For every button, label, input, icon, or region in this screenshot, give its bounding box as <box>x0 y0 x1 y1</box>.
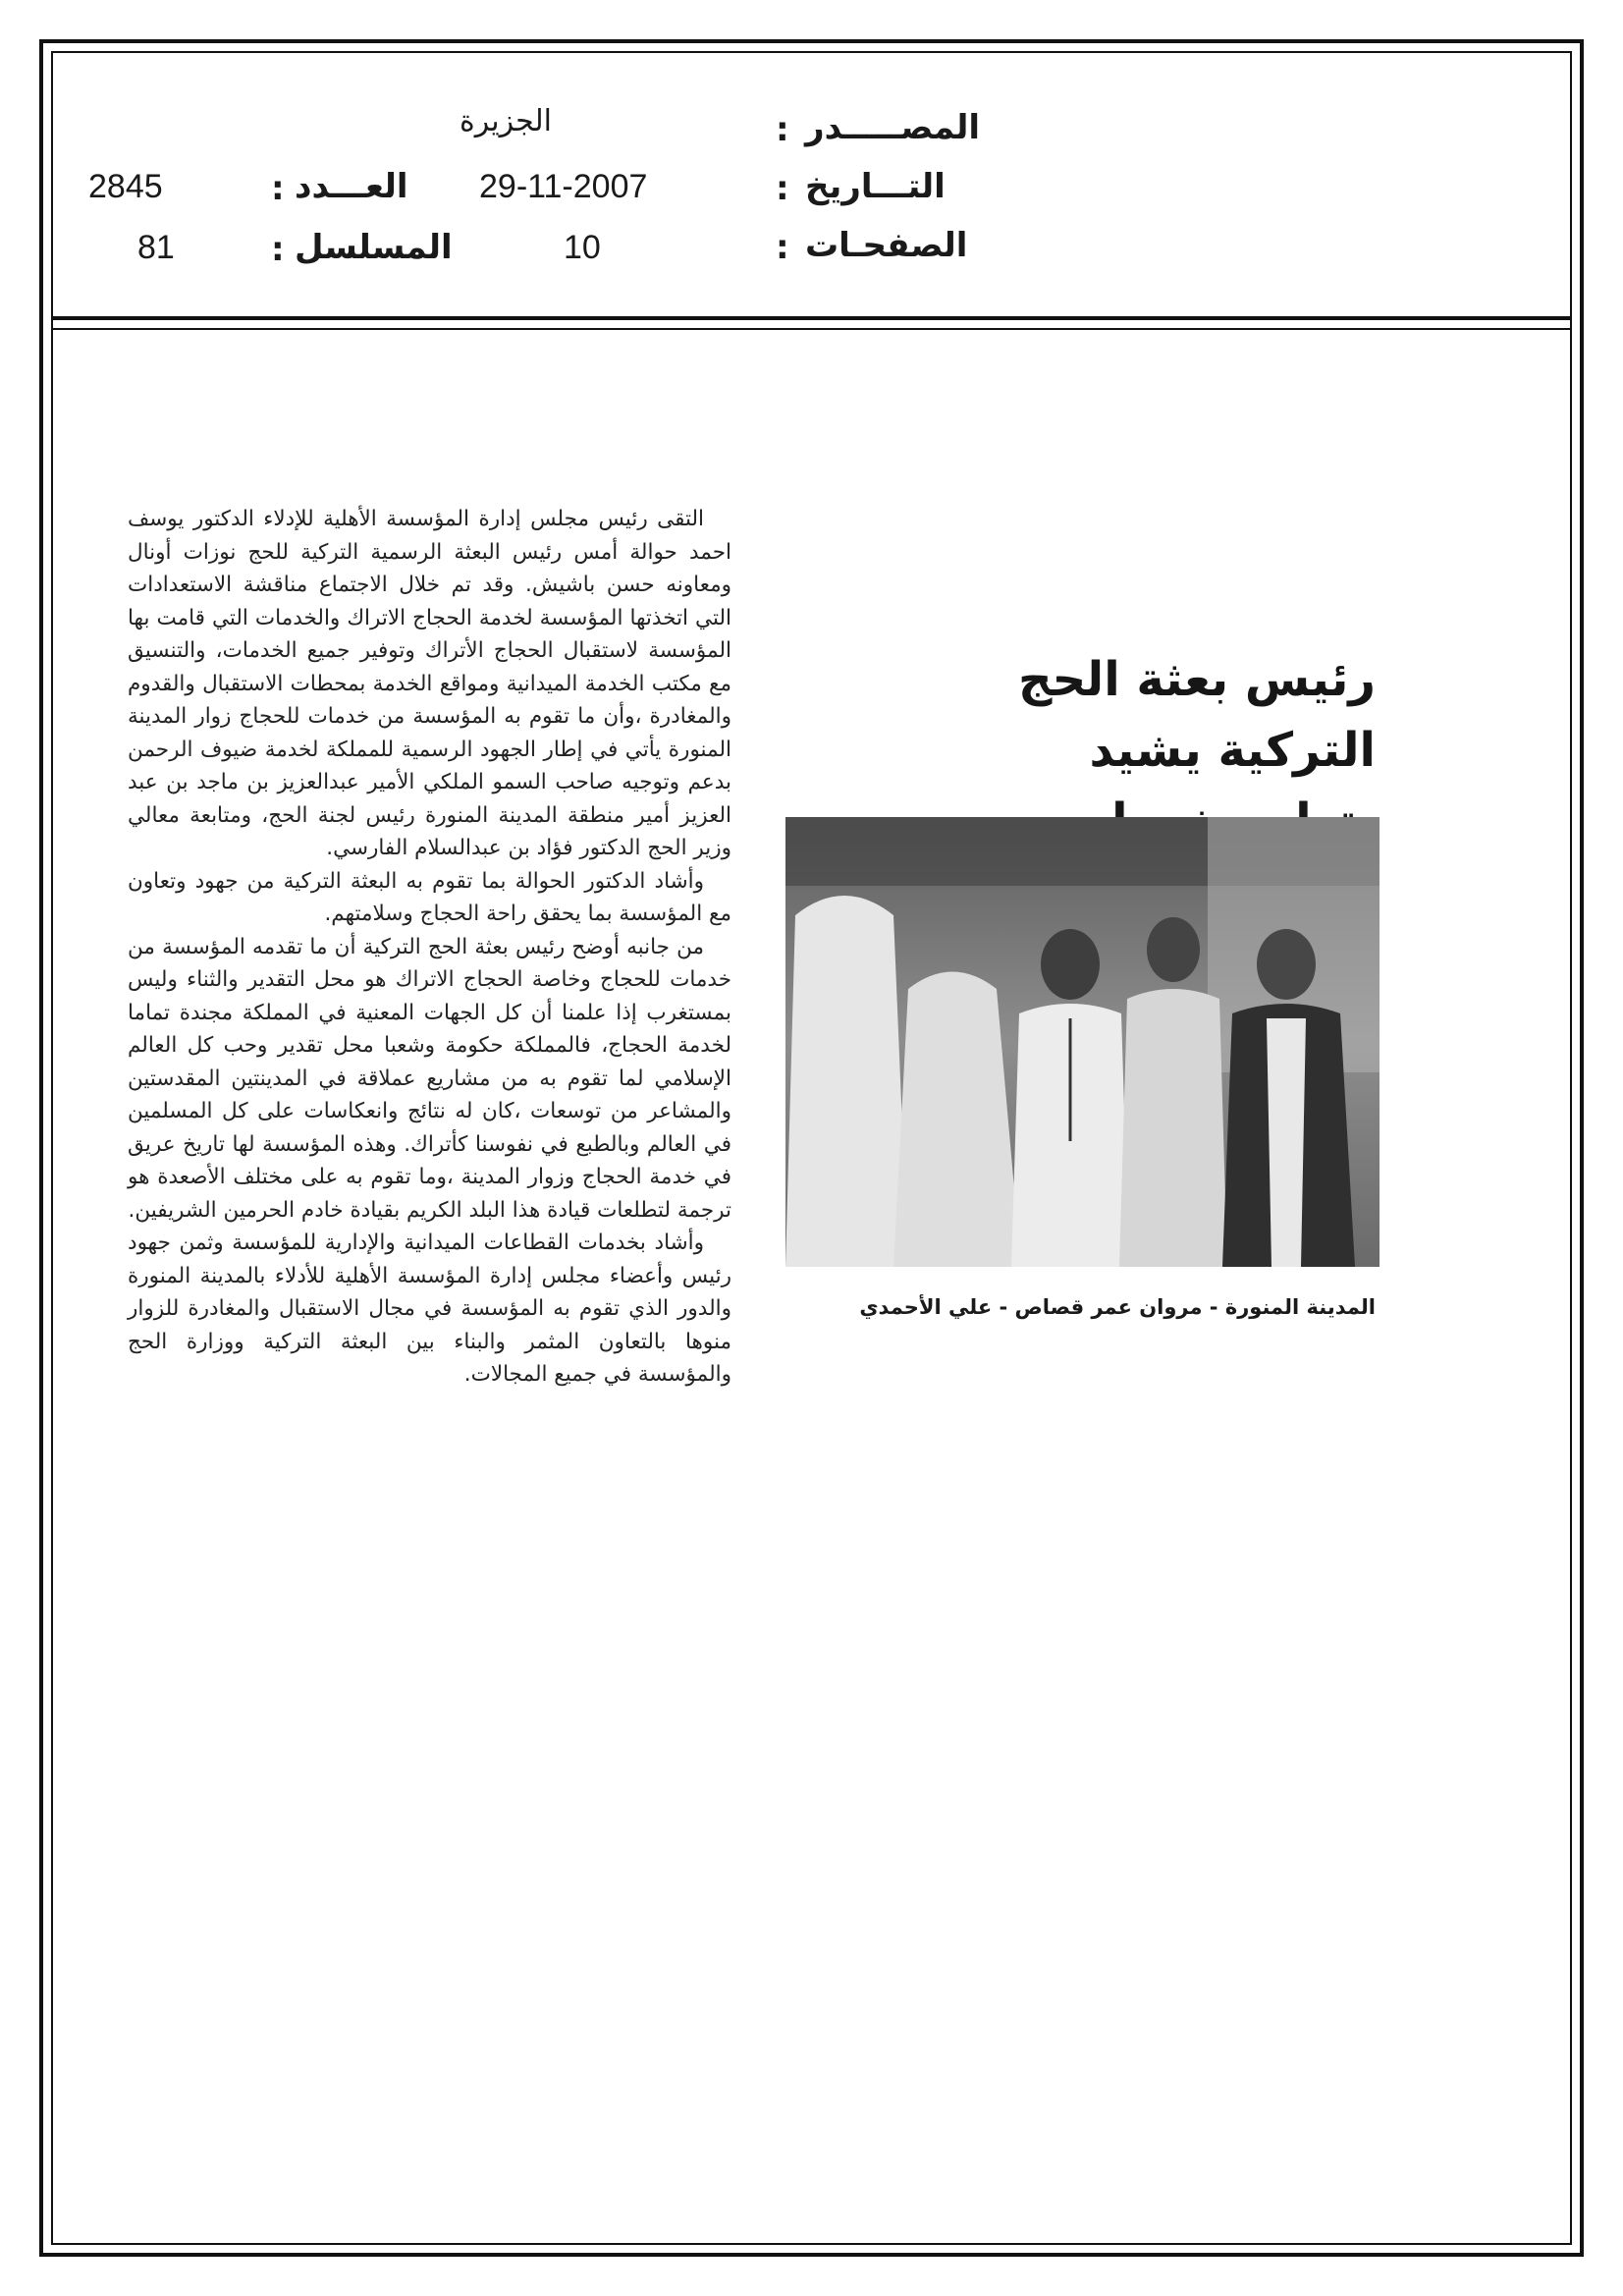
source-value: الجزيرة <box>460 104 553 138</box>
issue-value: 2845 <box>88 168 163 205</box>
photo-illustration <box>785 817 1380 1267</box>
source-colon: : <box>776 110 789 149</box>
header-separator <box>51 316 1572 320</box>
date-colon: : <box>776 169 789 208</box>
source-label: المصـــــدر <box>805 108 981 147</box>
serial-label: المسلسل <box>295 228 453 267</box>
header-separator-thin <box>51 328 1572 330</box>
article-body <box>128 503 731 1392</box>
serial-value: 81 <box>137 229 175 266</box>
photo-caption: المدينة المنورة - مروان عمر قصاص - علي الأحمدي <box>859 1295 1376 1319</box>
serial-colon: : <box>271 230 285 269</box>
article-paragraph: وأشاد الدكتور الحوالة بما تقوم به البعثة التركية من جهود وتعاون مع المؤسسة بما يحقق راحة الحجاج وسلامتهم. <box>128 868 731 926</box>
date-label: التـــاريخ <box>805 167 946 206</box>
article-paragraph: التقى رئيس مجلس إدارة المؤسسة الأهلية للإدلاء الدكتور يوسف احمد حوالة أمس رئيس البعثة الرسمية التركية للحج نوزات أونال ومعاونه حسن باشيش. وقد تم خلال الاجتماع مناقشة الاستعدادات التي اتخذتها المؤسسة لخدمة الحجاج الاتراك والخدمات التي قامت بها المؤسسة لاستقبال الحجاج الأتراك وتوفير جميع الخدمات، والتنسيق مع مكتب الخدمة الميدانية ومواقع الخدمة بمحطات الاستقبال والقدوم والمغادرة ،وأن ما تقوم به المؤسسة من خدمات للحجاج زوار المدينة المنورة يأتي في إطار الجهود الرسمية للمملكة لخدمة ضيوف الرحمن بدعم وتوجيه صاحب السمو الملكي الأمير عبدالعزيز بن ماجد بن عبد العزيز أمير منطقة المدينة المنورة رئيس لجنة الحج، ومتابعة معالي وزير الحج الدكتور فؤاد بن عبدالسلام الفارسي. <box>128 507 731 860</box>
article-photo <box>785 817 1380 1267</box>
headline-line-1: رئيس بعثة الحج التركية يشيد <box>1017 652 1376 778</box>
issue-colon: : <box>271 169 285 208</box>
issue-label: العـــدد <box>295 167 408 206</box>
article-paragraph: وأشاد بخدمات القطاعات الميدانية والإدارية للمؤسسة وثمن جهود رئيس وأعضاء مجلس إدارة المؤسسة الأهلية للأدلاء بالمدينة المنورة والدور الذي تقوم به المؤسسة في مجال الاستقبال والمغادرة للزوار منوها بالتعاون المثمر والبناء بين البعثة التركية ووزارة الحج والمؤسسة في جميع المجالات. <box>128 1230 731 1387</box>
pages-label: الصفحـات <box>805 226 968 265</box>
pages-value: 10 <box>564 229 601 266</box>
date-value: 29-11-2007 <box>479 168 648 205</box>
article-paragraph: من جانبه أوضح رئيس بعثة الحج التركية أن ما تقدمه المؤسسة من خدمات للحجاج وخاصة الحجاج الاتراك هو محل التقدير والثناء وليس بمستغرب إذا علمنا أن كل الجهات المعنية في المملكة مجندة تماما لخدمة الحجاج، فالمملكة حكومة وشعبا محل تقدير وحب كل العالم الإسلامي لما تقوم به من مشاريع عملاقة في المدينتين المقدستين والمشاعر من توسعات ،كان له نتائج وانعكاسات على كل المسلمين في العالم وبالطبع في نفوسنا كأتراك. وهذه المؤسسة لها تاريخ عريق في خدمة الحجاج وزوار المدينة ،وما تقوم به على مختلف الأصعدة هو ترجمة لتطلعات قيادة هذا البلد الكريم بقيادة خادم الحرمين الشريفين. <box>128 934 731 1223</box>
pages-colon: : <box>776 228 789 267</box>
